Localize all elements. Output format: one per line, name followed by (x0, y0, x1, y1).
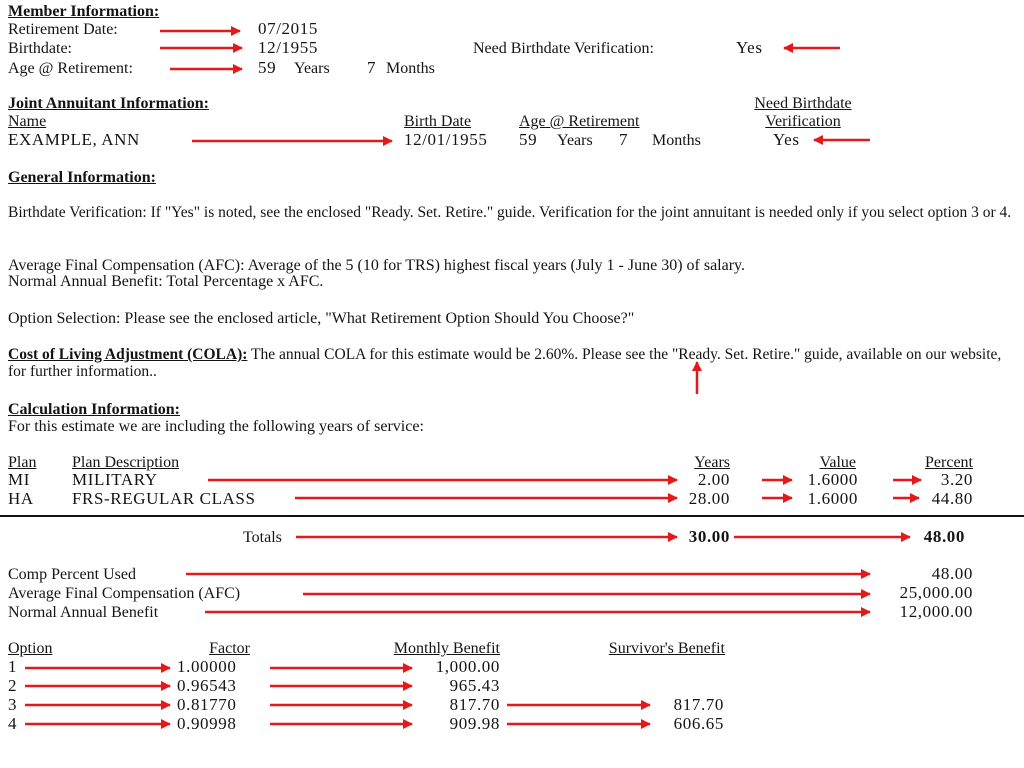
totals-label: Totals (243, 529, 282, 546)
afc-note: Average Final Compensation (AFC): Average of the 5 (10 for TRS) highest fiscal years (July 1 - June 30) of salary. (8, 257, 746, 274)
joint-col-name: Name (8, 113, 47, 130)
opt-col-monthly: Monthly Benefit (393, 640, 500, 657)
calc-row-plan: MI (8, 470, 30, 489)
calc-row-years: 28.00 (688, 489, 730, 508)
option-number: 4 (8, 714, 18, 733)
calc-row-percent: 44.80 (931, 489, 973, 508)
verify-value: Yes (736, 38, 763, 57)
option-factor: 0.90998 (177, 714, 237, 733)
option-monthly: 1,000.00 (435, 657, 500, 676)
calc-row-desc: FRS-REGULAR CLASS (72, 489, 256, 508)
totals-years: 30.00 (688, 527, 730, 546)
option-selection-note: Option Selection: Please see the enclosed article, "What Retirement Option Should You Choose?" (8, 310, 635, 327)
option-monthly: 909.98 (449, 714, 500, 733)
retirement-date-value: 07/2015 (258, 19, 318, 38)
option-number: 3 (8, 695, 18, 714)
calc-col-plan: Plan (8, 454, 37, 471)
option-number: 2 (8, 676, 18, 695)
member-heading: Member Information: (8, 3, 160, 20)
age-years: 59 (258, 58, 277, 77)
birthdate-label: Birthdate: (8, 40, 72, 57)
option-survivor: 817.70 (673, 695, 724, 714)
opt-col-survivor: Survivor's Benefit (608, 640, 725, 657)
calc-row-desc: MILITARY (72, 470, 158, 489)
comp-percent-value: 48.00 (931, 564, 973, 583)
birthdate-value: 12/1955 (258, 38, 318, 57)
verify-label: Need Birthdate Verification: (473, 40, 654, 57)
benefit-note: Normal Annual Benefit: Total Percentage x AFC. (8, 273, 324, 290)
cola-label: Cost of Living Adjustment (COLA): (8, 346, 248, 363)
option-factor: 1.00000 (177, 657, 237, 676)
joint-birth: 12/01/1955 (404, 130, 488, 149)
calc-intro: For this estimate we are including the following years of service: (8, 418, 424, 435)
joint-col-verify-2: Verification (765, 113, 841, 130)
totals-percent: 48.00 (923, 527, 965, 546)
opt-col-option: Option (8, 640, 53, 657)
retirement-date-label: Retirement Date: (8, 21, 118, 38)
opt-col-factor: Factor (209, 640, 250, 657)
option-monthly: 817.70 (449, 695, 500, 714)
joint-age-months: 7 (619, 130, 629, 149)
calc-row-plan: HA (8, 489, 34, 508)
annual-benefit-label: Normal Annual Benefit (8, 604, 159, 621)
age-months: 7 (367, 58, 377, 77)
general-heading: General Information: (8, 169, 156, 186)
option-factor: 0.81770 (177, 695, 237, 714)
joint-heading: Joint Annuitant Information: (8, 95, 209, 112)
joint-months-word: Months (652, 132, 701, 149)
joint-col-birth: Birth Date (404, 113, 472, 130)
comp-percent-label: Comp Percent Used (8, 566, 136, 583)
joint-name: EXAMPLE, ANN (8, 130, 140, 149)
calc-heading: Calculation Information: (8, 401, 180, 418)
age-years-word: Years (294, 60, 330, 77)
age-label: Age @ Retirement: (8, 60, 133, 77)
joint-years-word: Years (557, 132, 593, 149)
cola-text: The annual COLA for this estimate would be 2.60%. Please see the "Ready. Set. Retire." guide, available on our website, for further information.. (8, 346, 1002, 380)
calc-row-percent: 3.20 (940, 470, 973, 489)
calc-col-value: Value (819, 454, 856, 471)
option-monthly: 965.43 (449, 676, 500, 695)
annual-benefit-value: 12,000.00 (899, 602, 973, 621)
option-survivor: 606.65 (673, 714, 724, 733)
calc-col-desc: Plan Description (72, 454, 180, 471)
joint-col-verify-1: Need Birthdate (754, 95, 852, 112)
birthdate-verification-note: Birthdate Verification: If "Yes" is noted, see the enclosed "Ready. Set. Retire." guide. Verification for the joint annuitant is needed only if you select option 3 or 4. (8, 204, 1012, 221)
joint-verify: Yes (773, 130, 800, 149)
joint-age-years: 59 (519, 130, 538, 149)
afc-value: 25,000.00 (899, 583, 973, 602)
joint-col-age: Age @ Retirement (519, 113, 640, 130)
calc-row-value: 1.6000 (807, 489, 858, 508)
option-factor: 0.96543 (177, 676, 237, 695)
calc-col-years: Years (694, 454, 730, 471)
age-months-word: Months (386, 60, 435, 77)
afc-label: Average Final Compensation (AFC) (8, 585, 241, 602)
option-number: 1 (8, 657, 18, 676)
calc-row-years: 2.00 (697, 470, 730, 489)
calc-col-percent: Percent (925, 454, 973, 471)
calc-row-value: 1.6000 (807, 470, 858, 489)
